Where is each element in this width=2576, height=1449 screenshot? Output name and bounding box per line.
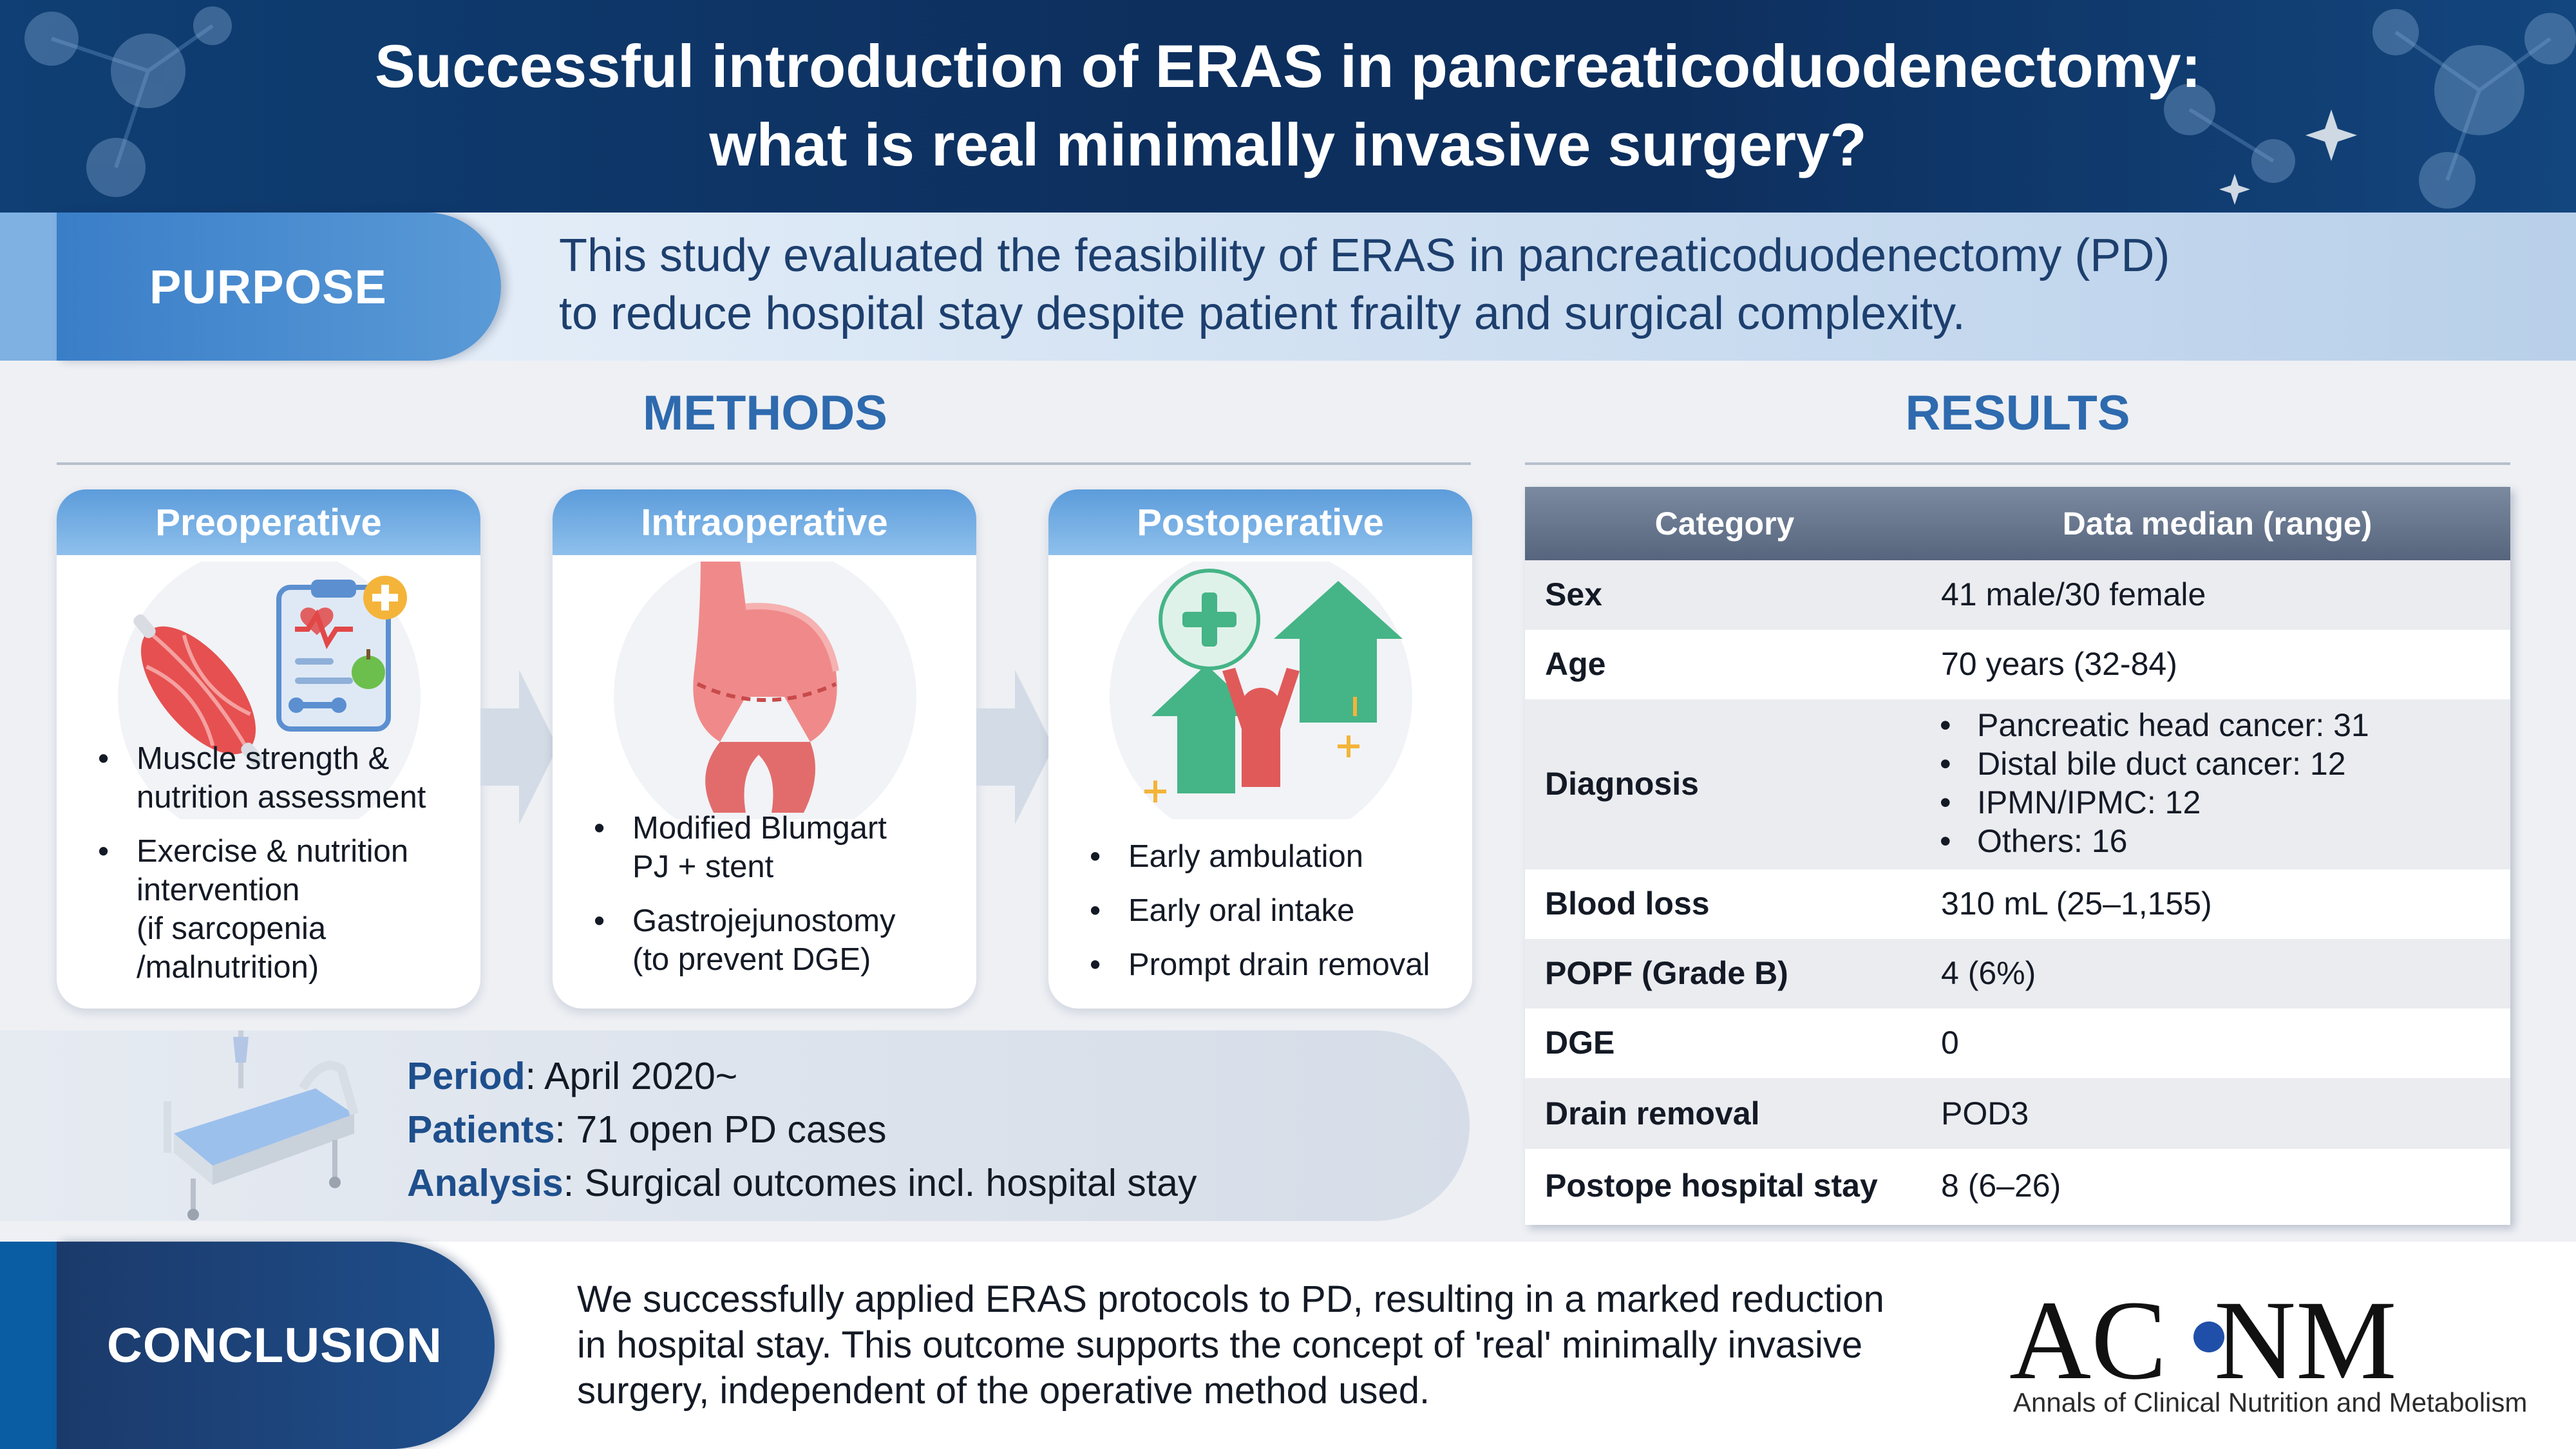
results-divider — [1525, 462, 2510, 465]
stomach-intestine-icon — [553, 562, 976, 819]
purpose-text — [559, 227, 2523, 343]
header-banner — [0, 0, 2576, 213]
patients-label: Patients — [407, 1108, 555, 1151]
row-category: Blood loss — [1545, 886, 1710, 922]
postoperative-card-title: Postoperative — [1048, 489, 1472, 555]
intraoperative-item-2-line-1: • Gastrojejunostomy — [632, 904, 896, 938]
row-value: 310 mL (25–1,155) — [1941, 886, 2212, 922]
row-value: 8 (6–26) — [1941, 1168, 2061, 1204]
analysis-label: Analysis — [407, 1162, 564, 1204]
conclusion-label-pill — [57, 1242, 495, 1449]
step-arrow-icon — [976, 670, 1054, 824]
row-category: Age — [1545, 646, 1606, 682]
logo-letters-nm: NM — [2214, 1282, 2397, 1403]
preoperative-item-1-line-1: • Muscle strength & — [137, 741, 390, 776]
row-category: Drain removal — [1545, 1095, 1760, 1132]
title-line-1: Successful introduction of ERAS in pancreaticoduodenectomy: — [374, 32, 2202, 100]
purpose-label: PURPOSE — [149, 260, 387, 314]
recovery-growth-icon — [1048, 562, 1472, 819]
conclusion-text-line-3: surgery, independent of the operative method used. — [577, 1370, 1430, 1412]
logo-subtitle: Annals of Clinical Nutrition and Metabolism — [2013, 1387, 2528, 1417]
diagnosis-item: • Distal bile duct cancer: 12 — [1937, 744, 2369, 783]
hospital-bed-icon — [155, 1030, 374, 1224]
results-table-header — [1525, 487, 2510, 560]
intraoperative-item-1-line-2: PJ + stent — [632, 849, 774, 884]
preoperative-item-1 — [94, 739, 426, 817]
table-row — [1525, 939, 2510, 1009]
step-arrow-icon — [480, 670, 558, 824]
row-category: Postope hospital stay — [1545, 1168, 1878, 1204]
preoperative-item-2-line-2: intervention — [137, 873, 300, 907]
row-category: Diagnosis — [1545, 766, 1699, 802]
intraoperative-card-title: Intraoperative — [553, 489, 976, 555]
page-title — [0, 27, 2576, 184]
period-line — [407, 1050, 1197, 1103]
intraoperative-item-2-line-2: (to prevent DGE) — [632, 942, 871, 977]
postoperative-item-3-line-1: • Prompt drain removal — [1128, 947, 1430, 982]
study-info-text — [407, 1050, 1197, 1210]
table-row — [1525, 1009, 2510, 1078]
row-category: DGE — [1545, 1025, 1615, 1061]
logo-letters-ac: AC — [2009, 1282, 2167, 1403]
title-line-2: what is real minimally invasive surgery? — [709, 111, 1867, 178]
header-category: Category — [1654, 506, 1795, 542]
conclusion-text — [577, 1276, 1929, 1414]
period-value: : April 2020~ — [525, 1055, 738, 1097]
conclusion-accent-strip — [0, 1242, 59, 1449]
table-row — [1525, 560, 2510, 630]
table-row — [1525, 869, 2510, 939]
intraoperative-item-1 — [590, 809, 896, 886]
intraoperative-item-1-line-1: • Modified Blumgart — [632, 811, 887, 846]
postoperative-item-2-line-1: • Early oral intake — [1128, 893, 1355, 928]
table-row — [1525, 699, 2510, 869]
diagnosis-item: • Others: 16 — [1937, 822, 2369, 860]
methods-title: METHODS — [643, 386, 887, 440]
patients-value: : 71 open PD cases — [554, 1108, 887, 1151]
postoperative-item-3 — [1086, 945, 1430, 984]
conclusion-text-line-1: We successfully applied ERAS protocols to PD, resulting in a marked reduction — [577, 1278, 1884, 1320]
postoperative-item-2 — [1086, 891, 1430, 930]
intraoperative-item-2 — [590, 902, 896, 979]
conclusion-label: CONCLUSION — [107, 1318, 442, 1373]
conclusion-text-line-2: in hospital stay. This outcome supports the concept of 'real' minimally invasive — [577, 1324, 1863, 1366]
row-value: 41 male/30 female — [1941, 576, 2206, 612]
results-title: RESULTS — [1905, 386, 2130, 440]
row-value: 4 (6%) — [1941, 955, 2036, 991]
table-row — [1525, 630, 2510, 699]
methods-divider — [57, 462, 1471, 465]
table-row — [1525, 1149, 2510, 1225]
diagnosis-item: • IPMN/IPMC: 12 — [1937, 783, 2369, 822]
preoperative-item-2-line-4: /malnutrition) — [137, 950, 319, 985]
row-value: POD3 — [1941, 1095, 2029, 1132]
row-value: 0 — [1941, 1025, 1959, 1061]
purpose-accent-strip — [0, 213, 58, 361]
postoperative-card — [1048, 489, 1472, 1009]
diagnosis-item: • Pancreatic head cancer: 31 — [1937, 706, 2369, 744]
row-category: POPF (Grade B) — [1545, 955, 1788, 991]
preoperative-item-2 — [94, 832, 426, 987]
preoperative-card-title: Preoperative — [57, 489, 480, 555]
postoperative-item-1-line-1: • Early ambulation — [1128, 839, 1363, 874]
row-category: Sex — [1545, 576, 1602, 612]
analysis-value: : Surgical outcomes incl. hospital stay — [563, 1162, 1197, 1204]
patients-line — [407, 1103, 1197, 1157]
postoperative-item-1 — [1086, 837, 1430, 876]
analysis-line — [407, 1157, 1197, 1210]
purpose-text-line-1: This study evaluated the feasibility of ERAS in pancreaticoduodenectomy (PD) — [559, 230, 2170, 281]
preoperative-item-2-line-1: • Exercise & nutrition — [137, 834, 409, 869]
results-table — [1525, 487, 2510, 1225]
intraoperative-card — [553, 489, 976, 1009]
table-row — [1525, 1078, 2510, 1149]
purpose-label-pill — [57, 213, 501, 361]
period-label: Period — [407, 1055, 526, 1097]
diagnosis-list — [1937, 706, 2369, 860]
preoperative-item-1-line-2: nutrition assessment — [137, 780, 426, 815]
header-data: Data median (range) — [2062, 506, 2372, 542]
preoperative-card — [57, 489, 480, 1009]
row-value: 70 years (32-84) — [1941, 646, 2177, 682]
purpose-text-line-2: to reduce hospital stay despite patient frailty and surgical complexity. — [559, 288, 1965, 339]
preoperative-item-2-line-3: (if sarcopenia — [137, 911, 327, 946]
